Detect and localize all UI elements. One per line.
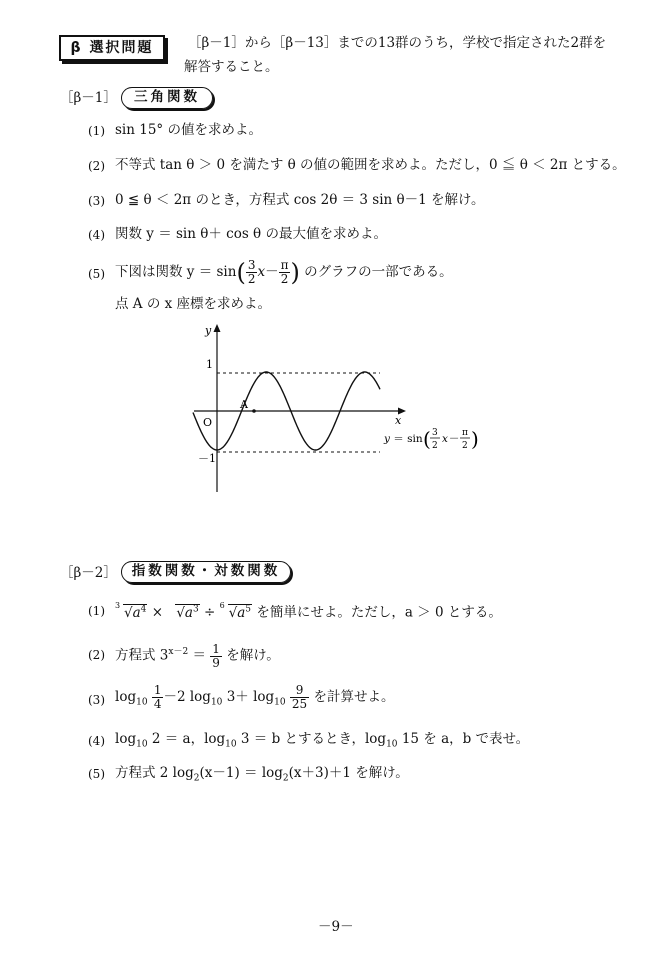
q-number: (4) (88, 734, 105, 748)
question-text: 点 A の x 座標を求めよ。 (115, 296, 272, 312)
x-axis-label: x (395, 414, 402, 427)
y-axis-label: y (205, 324, 212, 337)
question-text-b2-q2: 方程式 $3^{x-2}$ ＝ $\frac{1}{9}$ を解け。 (115, 641, 280, 670)
topic-pill-trig: 三角関数 (121, 87, 213, 109)
page-number: －9－ (318, 919, 354, 935)
paren-left: ( (236, 258, 246, 287)
instruction-line-2: 解答すること。 (184, 59, 279, 75)
question-text-b2-q4: $\log_{10} 2 = a$，$\log_{10} 3 = b$ とするとき，$\log_{10} 15$ を a，b で表せ。 (115, 731, 530, 750)
question-text: 不等式 tan θ ＞ 0 を満たす θ の値の範囲を求めよ。ただし，0 ≦ θ ＜ 2π とする。 (115, 157, 626, 173)
section-code-b2: ［β－2］ (60, 565, 117, 581)
y-axis-arrow (214, 324, 221, 332)
origin-label: O (203, 416, 213, 429)
q-number: (2) (88, 159, 105, 173)
q5-pre: 下図は関数 y ＝ sin (115, 264, 237, 280)
tick-label-neg1: －1 (198, 452, 216, 465)
curve-label: y ＝ sin (384, 433, 423, 445)
curve-frac-den: 2 (432, 441, 438, 451)
q-number: (1) (88, 124, 105, 138)
sixth-root: 6 $√a^5$ (219, 601, 252, 621)
point-a-label: A (240, 398, 248, 411)
question-text-b2-q3: $\log_{10}$ $\frac{1}{4}$ －2 $\log_{10} 3+ \log_{10}$ $\frac{9}{25}$ を計算せよ。 (115, 683, 395, 711)
cube-root: 3 $√a^4$ (115, 601, 147, 621)
question-text: sin 15° の値を求めよ。 (115, 122, 262, 138)
curve-frac-num: 3 (432, 428, 438, 438)
question-text-b2-q1: 3 $√a^4 \times √a^3$ ÷ 6 $√a^5$ を簡単にせよ。ただし，a ＞ 0 とする。 (115, 601, 502, 621)
fraction: $\frac{1}{4}$ (153, 683, 162, 711)
question-text-b2-q5: 方程式 2 $\log_2(x-1) = \log_2(x+3)+1$ を解け。 (115, 765, 409, 784)
question-text-q5: 下図は関数 y ＝ sin( $\frac{3}{2}$ x－ $\frac{\pi}{2}$ ) のグラフの一部である。 (115, 258, 453, 287)
point-a (252, 409, 256, 413)
q-number: (4) (88, 228, 105, 242)
q-number: (5) (88, 267, 105, 281)
curve-label-paren-left: ( (423, 427, 431, 451)
q-number: (3) (88, 693, 105, 707)
paren-right: ) (290, 258, 300, 287)
curve-label-paren-right: ) (471, 427, 479, 451)
q-number: (2) (88, 648, 105, 662)
curve-var: x－ (442, 433, 459, 445)
q5-post: のグラフの一部である。 (304, 264, 453, 280)
q-number: (1) (88, 604, 105, 618)
curve-frac-2: 2 (462, 441, 468, 451)
q-number: (3) (88, 194, 105, 208)
square-root: $√a^3$ (176, 604, 199, 621)
q-number: (5) (88, 767, 105, 781)
fraction: $\frac{3}{2}$ (247, 258, 256, 286)
instruction-line-1: ［β－1］から［β－13］までの13群のうち，学校で指定された2群を (188, 35, 607, 51)
question-text: 0 ≦ θ ＜ 2π のとき，方程式 cos 2θ ＝ 3 sin θ－1 を解け。 (115, 192, 485, 208)
fraction: $\frac{1}{9}$ (212, 641, 220, 670)
fraction: $\frac{9}{25}$ (291, 683, 308, 711)
question-text: 関数 y ＝ sin θ＋ cos θ の最大値を求めよ。 (115, 226, 387, 242)
topic-pill-exp-log: 指数関数・対数関数 (121, 561, 291, 583)
section-code-b1: ［β－1］ (60, 90, 117, 106)
tick-label-1: 1 (206, 358, 213, 371)
curve-frac-pi: π (462, 428, 468, 438)
fraction: $\frac{\pi}{2}$ (280, 258, 289, 286)
sine-graph (190, 322, 500, 497)
section-badge: β 選択問題 (59, 35, 165, 61)
